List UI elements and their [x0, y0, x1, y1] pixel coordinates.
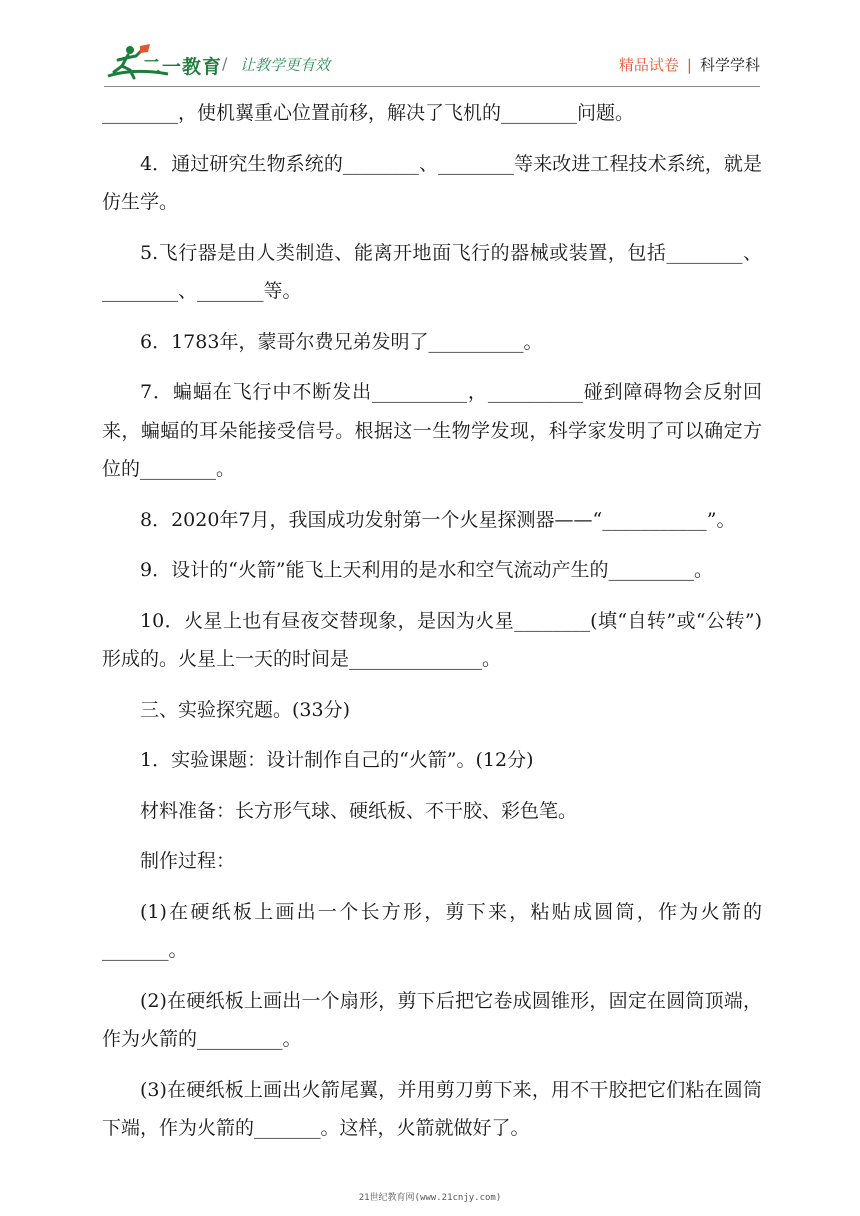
materials: 材料准备：长方形气球、硬纸板、不干胶、彩色笔。: [140, 799, 578, 822]
question-5: 5.飞行器是由人类制造、能离开地面飞行的器械或装置，包括________、________、_______等。: [102, 241, 762, 302]
page-footer: 21世纪教育网(www.21cnjy.com): [358, 1193, 502, 1203]
header-brand-label: 精品试卷: [618, 56, 679, 74]
header-subject-label: 科学学科: [699, 56, 760, 74]
question-8: 8．2020年7月，我国成功发射第一个火星探测器——“___________”。: [140, 508, 736, 531]
step-1: (1)在硬纸板上画出一个长方形，剪下来，粘贴成圆筒，作为火箭的_______。: [102, 900, 762, 961]
header-divider: |: [686, 56, 692, 74]
paragraph-continuation: ________，使机翼重心位置前移，解决了飞机的________问题。: [102, 102, 635, 124]
page-header: [0, 0, 860, 92]
section-heading: 三、实验探究题。(33分): [140, 698, 351, 721]
process-heading: 制作过程：: [140, 850, 236, 872]
step-3: (3)在硬纸板上画出火箭尾翼，并用剪刀剪下来，用不干胶把它们粘在圆筒下端，作为火箭的_______。这样，火箭就做好了。: [102, 1078, 762, 1139]
question-6: 6．1783年，蒙哥尔费兄弟发明了__________。: [140, 330, 543, 353]
question-4: 4．通过研究生物系统的________、________等来改进工程技术系统，就是仿生学。: [102, 152, 762, 213]
question-7: 7．蝙蝠在飞行中不断发出__________，__________碰到障碍物会反射回来，蝙蝠的耳朵能接受信号。根据这一生物学发现，科学家发明了可以确定方位的________。: [102, 381, 762, 480]
header-right: [619, 54, 760, 75]
document-body: [102, 94, 762, 1160]
experiment-title: 1．实验课题：设计制作自己的“火箭”。(12分): [140, 749, 534, 771]
brand-logo-text: 二一教育: [142, 56, 223, 78]
header-separator: /: [222, 54, 228, 73]
header-slogan: 让教学更有效: [240, 56, 331, 74]
question-10: 10．火星上也有昼夜交替现象，是因为火星________(填“自转”或“公转”)形成的。火星上一天的时间是______________。: [102, 609, 762, 670]
step-2: (2)在硬纸板上画出一个扇形，剪下后把它卷成圆锥形，固定在圆筒顶端，作为火箭的_________。: [102, 989, 762, 1050]
question-9: 9．设计的“火箭”能飞上天利用的是水和空气流动产生的_________。: [140, 559, 714, 581]
header-rule: [104, 86, 760, 87]
